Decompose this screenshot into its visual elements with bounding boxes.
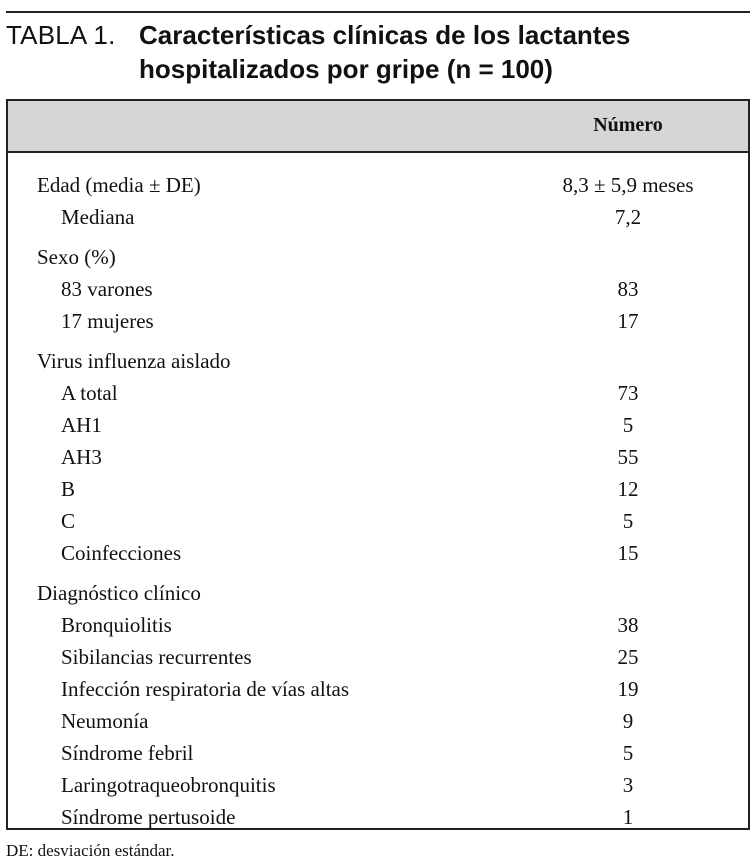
row-label: A total: [61, 381, 118, 405]
row-value: 9: [622, 709, 634, 733]
row-label: C: [61, 509, 76, 533]
row-label: Sibilancias recurrentes: [61, 645, 252, 669]
table-row: [8, 505, 748, 537]
table-row: [8, 769, 748, 801]
row-label: Laringotraqueobronquitis: [61, 773, 276, 797]
row-label: Coinfecciones: [61, 541, 182, 565]
table-row: [8, 305, 748, 337]
row-value: 5: [622, 741, 634, 765]
table-row: [8, 201, 748, 233]
row-label: Virus influenza aislado: [37, 349, 231, 373]
table-row: [8, 473, 748, 505]
clinical-table: [6, 99, 750, 830]
row-label: Neumonía: [61, 709, 149, 733]
table-header-row: [8, 101, 748, 153]
table-row: [8, 801, 748, 833]
table-row: [8, 705, 748, 737]
row-label: Diagnóstico clínico: [37, 581, 201, 605]
row-value: 1: [622, 805, 634, 829]
row-value: 38: [617, 613, 639, 637]
table-title-text: Características clínicas de los lactantes hospitalizados por gripe (n = 100): [139, 20, 631, 84]
table-footnote: DE: desviación estándar.: [6, 841, 175, 860]
row-value: 73: [617, 381, 639, 405]
table-row: [8, 345, 748, 377]
table-row: [8, 377, 748, 409]
column-header-numero: Número: [593, 114, 663, 136]
table-row: [8, 169, 748, 201]
row-label: B: [61, 477, 76, 501]
row-label: Infección respiratoria de vías altas: [61, 677, 350, 701]
row-label: AH3: [61, 445, 102, 469]
table-number-label: TABLA 1.: [6, 20, 116, 50]
row-label: Edad (media ± DE): [37, 173, 201, 197]
table-row: [8, 673, 748, 705]
table-row: [8, 409, 748, 441]
table-row: [8, 537, 748, 569]
row-value: 15: [617, 541, 639, 565]
row-label: AH1: [61, 413, 102, 437]
row-value: 17: [617, 309, 639, 333]
row-value: 8,3 ± 5,9 meses: [562, 173, 694, 197]
table-row: [8, 609, 748, 641]
row-label: 17 mujeres: [61, 309, 154, 333]
row-value: 3: [622, 773, 634, 797]
row-value: 19: [617, 677, 639, 701]
row-value: 55: [617, 445, 639, 469]
row-label: Sexo (%): [37, 245, 116, 269]
table-row: [8, 441, 748, 473]
table-row: [8, 273, 748, 305]
row-label: Mediana: [61, 205, 135, 229]
table-row: [8, 641, 748, 673]
row-label: Síndrome pertusoide: [61, 805, 236, 829]
row-label: 83 varones: [61, 277, 153, 301]
table-row: [8, 241, 748, 273]
row-label: Síndrome febril: [61, 741, 194, 765]
row-value: 7,2: [614, 205, 642, 229]
top-rule: [6, 11, 750, 13]
row-value: 25: [617, 645, 639, 669]
table-row: [8, 577, 748, 609]
row-value: 5: [622, 509, 634, 533]
row-value: 83: [617, 277, 639, 301]
row-value: 12: [617, 477, 639, 501]
row-label: Bronquiolitis: [61, 613, 172, 637]
table-row: [8, 737, 748, 769]
row-value: 5: [622, 413, 634, 437]
